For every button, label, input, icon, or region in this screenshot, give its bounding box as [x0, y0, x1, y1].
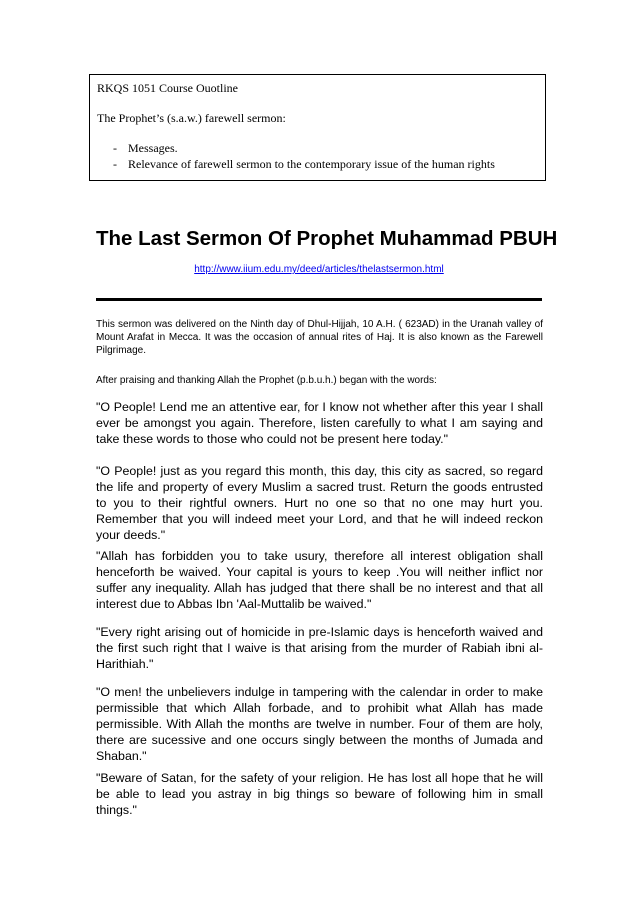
source-link[interactable]: http://www.iium.edu.my/deed/articles/thelastsermon.html: [194, 264, 444, 275]
dash-bullet: -: [113, 157, 117, 171]
intro-paragraph: This sermon was delivered on the Ninth day of Dhul-Hijjah, 10 A.H. ( 623AD) in the Uranah valley of Mount Arafat in Mecca. It was the occasion of annual rites of Haj. It is also known as the Farewell Pilgrimage.: [96, 319, 543, 356]
intro-paragraph: After praising and thanking Allah the Prophet (p.b.u.h.) began with the words:: [96, 375, 437, 386]
horizontal-rule: [96, 298, 542, 301]
sermon-quote: "O men! the unbelievers indulge in tampering with the calendar in order to make permissible that which Allah forbade, and to prohibit what Allah has made permissible. With Allah the months are twelve in number. Four of them are holy, there are sucessive and one occurs singly between the months of Jumada and Shaban.": [96, 685, 543, 763]
outline-item-text: Relevance of farewell sermon to the contemporary issue of the human rights: [128, 157, 495, 171]
sermon-quote: "O People! Lend me an attentive ear, for I know not whether after this year I shall ever be amongst you again. Therefore, listen carefully to what I am saying and take these words to those who could not be present here today.": [96, 400, 543, 446]
sermon-quote: "O People! just as you regard this month, this day, this city as sacred, so regard the life and property of every Muslim a sacred trust. Return the goods entrusted to you to their rightful owners. Hurt no one so that no one may hurt you. Remember that you will indeed meet your Lord, and that he will indeed reckon your deeds.": [96, 464, 543, 542]
sermon-quote: "Beware of Satan, for the safety of your religion. He has lost all hope that he will be able to lead you astray in big things so beware of following him in small things.": [96, 771, 543, 817]
article-title: The Last Sermon Of Prophet Muhammad PBUH: [96, 227, 558, 250]
course-outline-box: [89, 74, 546, 181]
dash-bullet: -: [113, 141, 117, 155]
sermon-quote: "Allah has forbidden you to take usury, therefore all interest obligation shall henceforth be waived. Your capital is yours to keep .You will neither inflict nor suffer any inequality. Allah has judged that there shall be no interest and that all interest due to Abbas Ibn 'Aal-Muttalib be waived.": [96, 549, 543, 611]
outline-item: [97, 156, 539, 172]
sermon-quote: "Every right arising out of homicide in pre-Islamic days is henceforth waived and the first such right that I waive is that arising from the murder of Rabiah ibni al-Harithiah.": [96, 625, 543, 671]
outline-list: [97, 140, 539, 172]
course-title: RKQS 1051 Course Ouotline: [97, 81, 238, 95]
outline-topic: The Prophet’s (s.a.w.) farewell sermon:: [97, 111, 286, 125]
outline-item: [97, 140, 539, 156]
outline-item-text: Messages.: [128, 141, 178, 155]
